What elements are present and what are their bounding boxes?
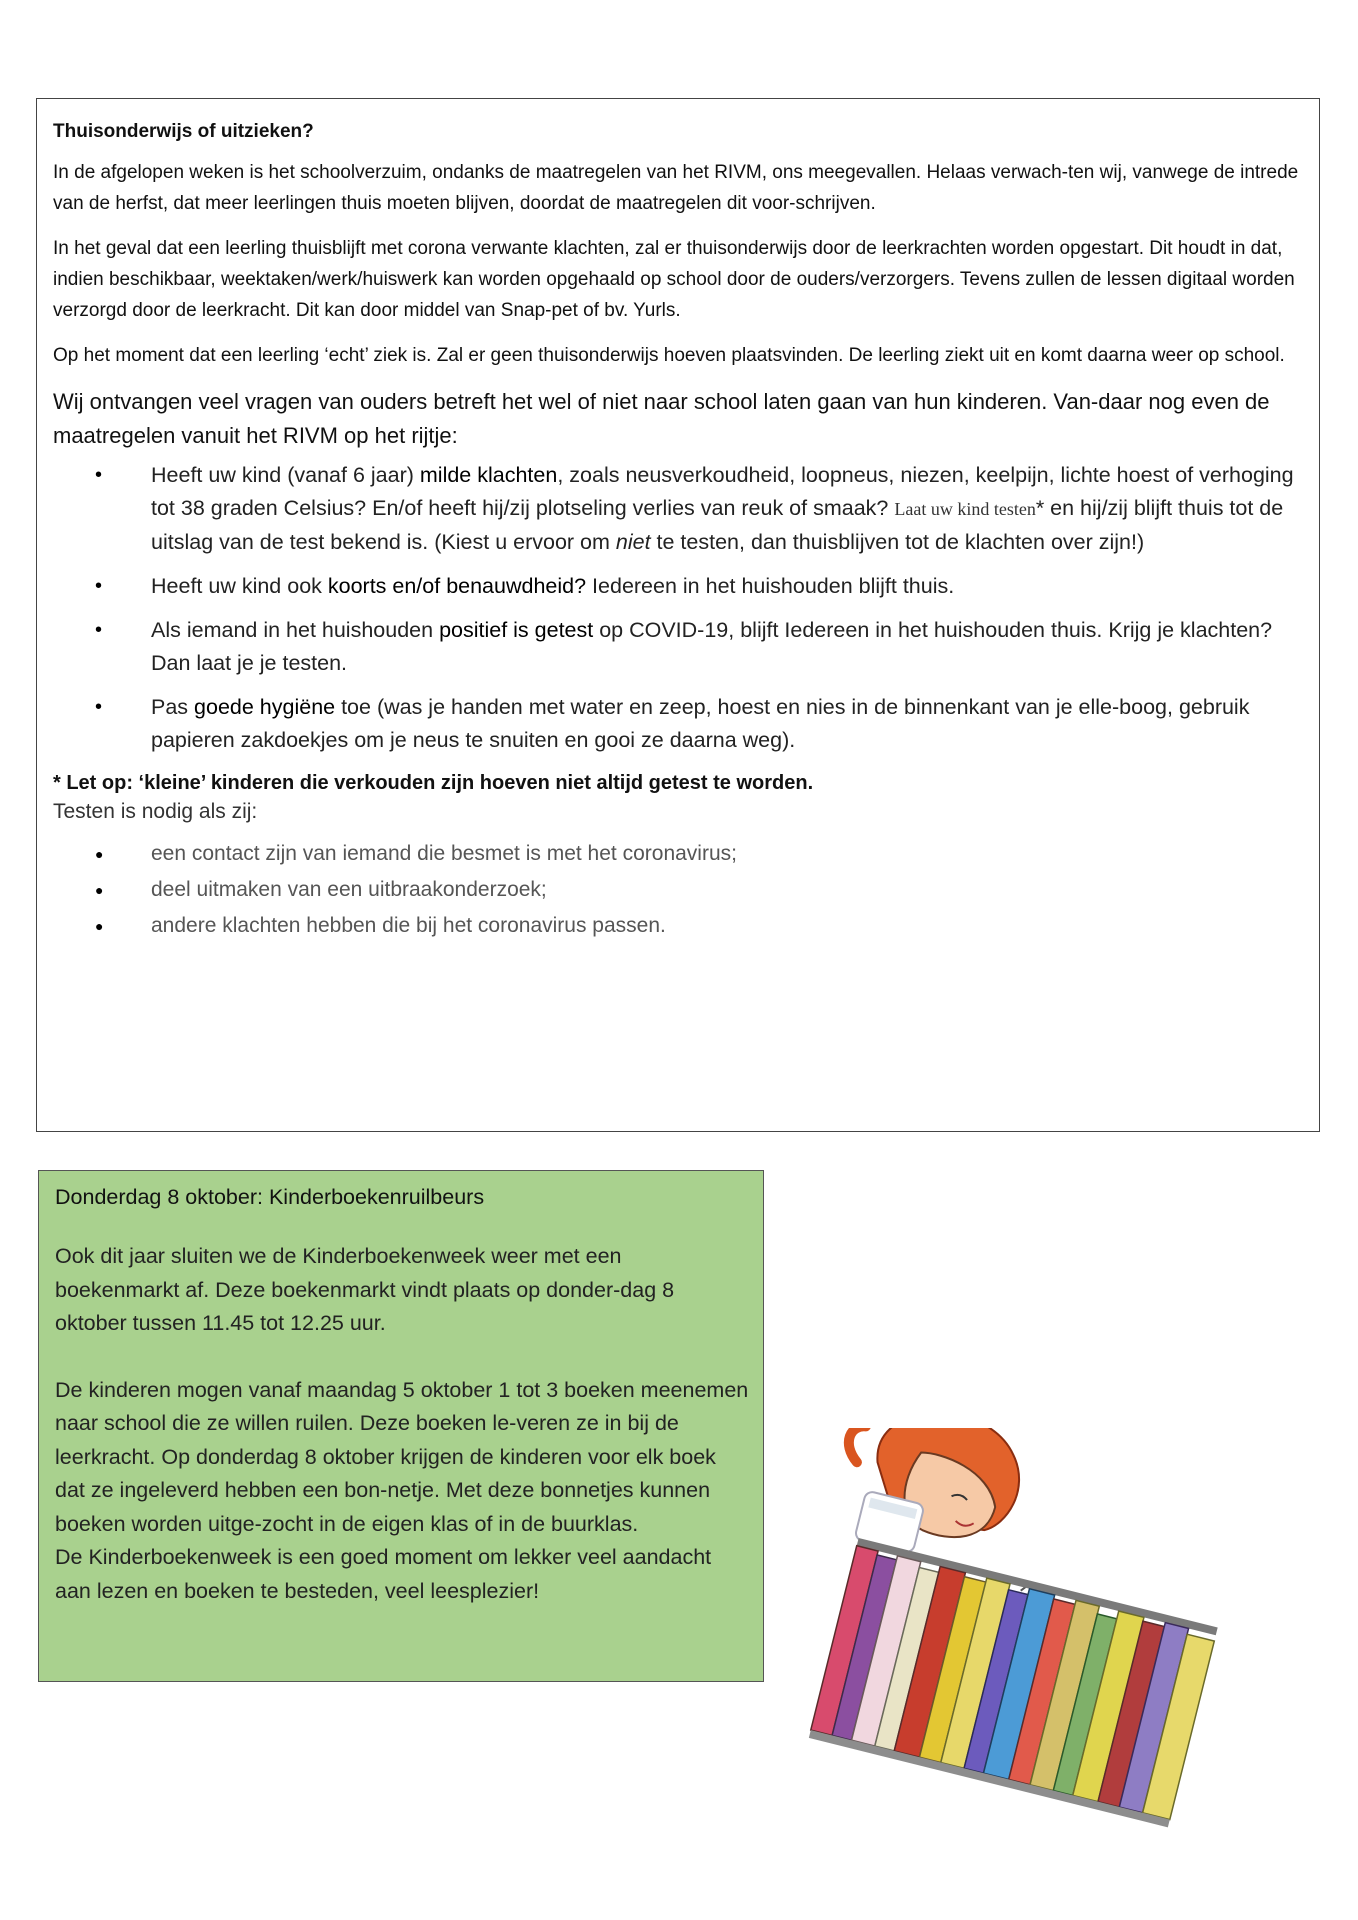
paragraph-rivm-intro: Wij ontvangen veel vragen van ouders betreft het wel of niet naar school laten gaan van hun kinderen. Van-daar nog even de maatregelen vanuit het RIVM op het rijtje: (53, 389, 1270, 448)
list-item: ● een contact zijn van iemand die besmet is met het coronavirus; (53, 836, 1301, 872)
rule-highlight: positief is getest (439, 618, 594, 642)
rule-text: op COVID-19, blijft Iedereen in het huishouden thuis. Krijg je klachten? Dan laat je je testen. (151, 618, 1273, 675)
rule-text: Heeft uw kind ook (151, 574, 328, 598)
paragraph-leesplezier: De Kinderboekenweek is een goed moment om lekker veel aandacht aan lezen en boeken te besteden, veel leesplezier! (55, 1545, 712, 1603)
list-item (53, 614, 1301, 680)
list-item: ● deel uitmaken van een uitbraakonderzoek; (53, 872, 1301, 908)
girl-reading-books-illustration (780, 1428, 1310, 1848)
rule-text: toe (was je handen met water en zeep, hoest en nies in de binnenkant van je elle-boog, gebruik papieren zakdoekjes om je neus te snuiten en gooi ze daarna weg). (151, 695, 1250, 752)
rule-highlight: koorts en/of benauwdheid? (327, 574, 587, 598)
rule-text: te testen, dan thuisblijven tot de klachten over zijn!) (650, 530, 1145, 554)
section-title: Thuisonderwijs of uitzieken? (53, 121, 314, 142)
info-box-kinderboekenruilbeurs (38, 1170, 764, 1682)
illustration-svg (780, 1428, 1310, 1848)
paragraph-thuisonderwijs: In het geval dat een leerling thuisblijft met corona verwante klachten, zal er thuisonderwijs door de leerkrachten worden opgestart. Dit houdt in dat, indien beschikbaar, weektaken/werk/huiswerk kan worden opgehaald op school door de ouders/verzorgers. Tevens zullen de lessen digitaal worden verzorgd door de leerkracht. Dit kan door middel van Snap-pet of bv. Yurls. (53, 238, 1295, 321)
info-box-thuisonderwijs (36, 98, 1320, 1132)
rule-test-text: Laat uw kind testen (894, 499, 1036, 519)
rule-emphasis: niet (615, 530, 651, 554)
rivm-rules-list (53, 459, 1301, 757)
paragraph-boeken-ruilen: De kinderen mogen vanaf maandag 5 oktober 1 tot 3 boeken meenemen naar school die ze willen ruilen. Deze boeken le-veren ze in bij de leerkracht. Op donderdag 8 oktober krijgen de kinderen voor elk boek dat ze ingeleverd hebben een bon-netje. Met deze bonnetjes kunnen boeken worden uitge-zocht in de eigen klas of in de buurklas. (55, 1377, 749, 1536)
rule-text: Heeft uw kind (vanaf 6 jaar) (151, 463, 420, 487)
list-item (53, 691, 1301, 757)
paragraph-echt-ziek: Op het moment dat een leerling ‘echt’ ziek is. Zal er geen thuisonderwijs hoeven plaatsvinden. De leerling ziekt uit en komt daarna weer op school. (53, 345, 1285, 366)
note-kleine-kinderen: * Let op: ‘kleine’ kinderen die verkouden zijn hoeven niet altijd getest te worden. (53, 772, 814, 794)
list-item (53, 570, 1301, 603)
list-item: ● andere klachten hebben die bij het coronavirus passen. (53, 908, 1301, 944)
rule-highlight: milde klachten (419, 463, 558, 487)
rule-text: Als iemand in het huishouden (151, 618, 440, 642)
rule-highlight: goede hygiëne (194, 695, 336, 719)
section-title: Donderdag 8 oktober: Kinderboekenruilbeurs (55, 1185, 485, 1209)
rule-text: , zoals neusverkoudheid, loopneus, niezen, keelpijn, lichte hoest of verhoging tot 38 graden Celsius? En/of heeft hij/zij plotseling verlies van reuk of smaak? (151, 463, 1294, 520)
rule-text: * en hij/zij blijft thuis tot de uitslag van de test bekend is. (Kiest u ervoor om (151, 496, 1284, 554)
rule-text: Pas (151, 695, 195, 719)
testing-list (53, 836, 1301, 944)
list-item (53, 459, 1301, 559)
paragraph-boekenmarkt: Ook dit jaar sluiten we de Kinderboekenweek weer met een boekenmarkt af. Deze boekenmarkt vindt plaats op donder-dag 8 oktober tussen 11.45 tot 12.25 uur. (55, 1244, 675, 1335)
rule-text: Iedereen in het huishouden blijft thuis. (586, 574, 955, 598)
paragraph-schoolverzuim: In de afgelopen weken is het schoolverzuim, ondanks de maatregelen van het RIVM, ons meegevallen. Helaas verwach-ten wij, vanwege de intrede van de herfst, dat meer leerlingen thuis moeten blijven, doordat de maatregelen dit voor-schrijven. (53, 162, 1299, 214)
testing-intro: Testen is nodig als zij: (53, 800, 258, 823)
